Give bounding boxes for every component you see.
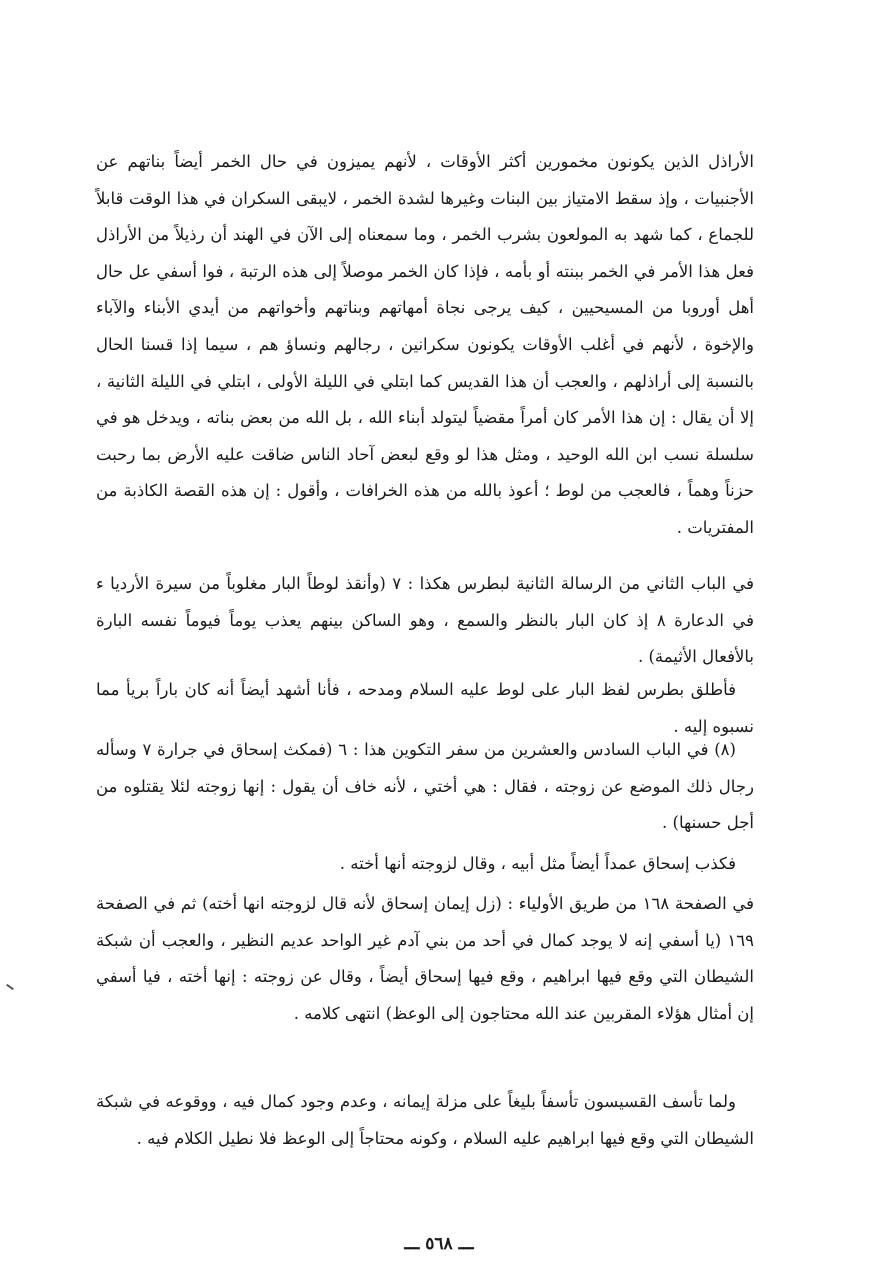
paragraph-text: في الصفحة ١٦٨ من طريق الأولياء : (زل إيمان إسحاق لأنه قال لزوجته انها أخته) ثم في الصفحة ١٦٩ (يا أسفي إنه لا يوجد كمال في أحد من بني آدم غير الواحد عديم النظير ، والعجب أن شبكة الشيطان التي وقع فيها ابراهيم ، وقع فيها إسحاق أيضاً ، وقال عن زوجته : إنها أخته ، فيا أسفي إن أمثال هؤلاء المقربين عند الله محتاجون إلى الوعظ) انتهى كلامه . xyxy=(96,894,754,1023)
paragraph-6 xyxy=(96,886,754,1032)
paragraph-4 xyxy=(96,732,754,842)
page-number: ـــ ٥٦٨ ـــ xyxy=(404,1234,474,1254)
paragraph-text: في الباب الثاني من الرسالة الثانية لبطرس هكذا : ٧ (وأنقذ لوطاً البار مغلوباً من سيرة الأرديا ء في الدعارة ٨ إذ كان البار بالنظر والسمع ، وهو الساكن بينهم يعذب يوماً فيوماً نفسه البارة بالأفعال الأثيمة) . xyxy=(96,574,754,667)
paragraph-text: فأطلق بطرس لفظ البار على لوط عليه السلام ومدحه ، فأنا أشهد أيضاً أنه كان باراً بريأ مما نسبوه إليه . xyxy=(96,680,754,736)
paragraph-text: فكذب إسحاق عمداً أيضاً مثل أبيه ، وقال لزوجته أنها أخته . xyxy=(339,854,736,873)
paragraph-2 xyxy=(96,566,754,676)
margin-mark xyxy=(6,984,14,990)
paragraph-5 xyxy=(96,846,754,883)
paragraph-1 xyxy=(96,144,754,547)
paragraph-text: ولما تأسف القسيسون تأسفاً بليغاً على مزلة إيمانه ، وعدم وجود كمال فيه ، ووقوعه في شبكة الشيطان التي وقع فيها ابراهيم عليه السلام ، وكونه محتاجاً إلى الوعظ فلا نطيل الكلام فيه . xyxy=(96,1092,754,1148)
paragraph-text: (٨) في الباب السادس والعشرين من سفر التكوين هذا : ٦ (فمكث إسحاق في جرارة ٧ وسأله رجال ذلك الموضع عن زوجته ، فقال : هي أختي ، لأنه خاف أن يقول : إنها زوجته لئلا يقتلوه من أجل حسنها) . xyxy=(96,740,754,833)
paragraph-text: الأراذل الذين يكونون مخمورين أكثر الأوقات ، لأنهم يميزون في حال الخمر أيضاً بناتهم عن الأجنبيات ، وإذ سقط الامتياز بين البنات وغيرها لشدة الخمر ، لايبقى السكران في هذا الوقت قابلاً للجماع ، كما شهد به المولعون بشرب الخمر ، وما سمعناه إلى الآن في الهند أن رذيلاً من الأراذل فعل هذا الأمر في الخمر ببنته أو بأمه ، فإذا كان الخمر موصلاً إلى هذه الرتبة ، فوا أسفي عل حال أهل أوروبا من المسيحيين ، كيف يرجى نجاة أمهاتهم وبناتهم وأخواتهم من أيدي الأبناء والآباء والإخوة ، لأنهم في أغلب الأوقات يكونون سكرانين ، رجالهم ونساؤ هم ، سيما إذا قسنا الحال بالنسبة إلى أراذلهم ، والعجب أن هذا القديس كما ابتلي في الليلة الأولى ، ابتلي في الليلة الثانية ، إلا أن يقال : إن هذا الأمر كان أمراً مقضياً ليتولد أبناء الله ، بل الله من بعض بناته ، ويدخل هو في سلسلة نسب ابن الله الوحيد ، ومثل هذا لو وقع لبعض آحاد الناس ضاقت عليه الأرض بما رحبت حزناً وهماً ، فالعجب من لوط ؛ أعوذ بالله من هذه الخرافات ، وأقول : إن هذه القصة الكاذبة من المفتريات . xyxy=(96,152,754,537)
paragraph-7 xyxy=(96,1084,754,1157)
